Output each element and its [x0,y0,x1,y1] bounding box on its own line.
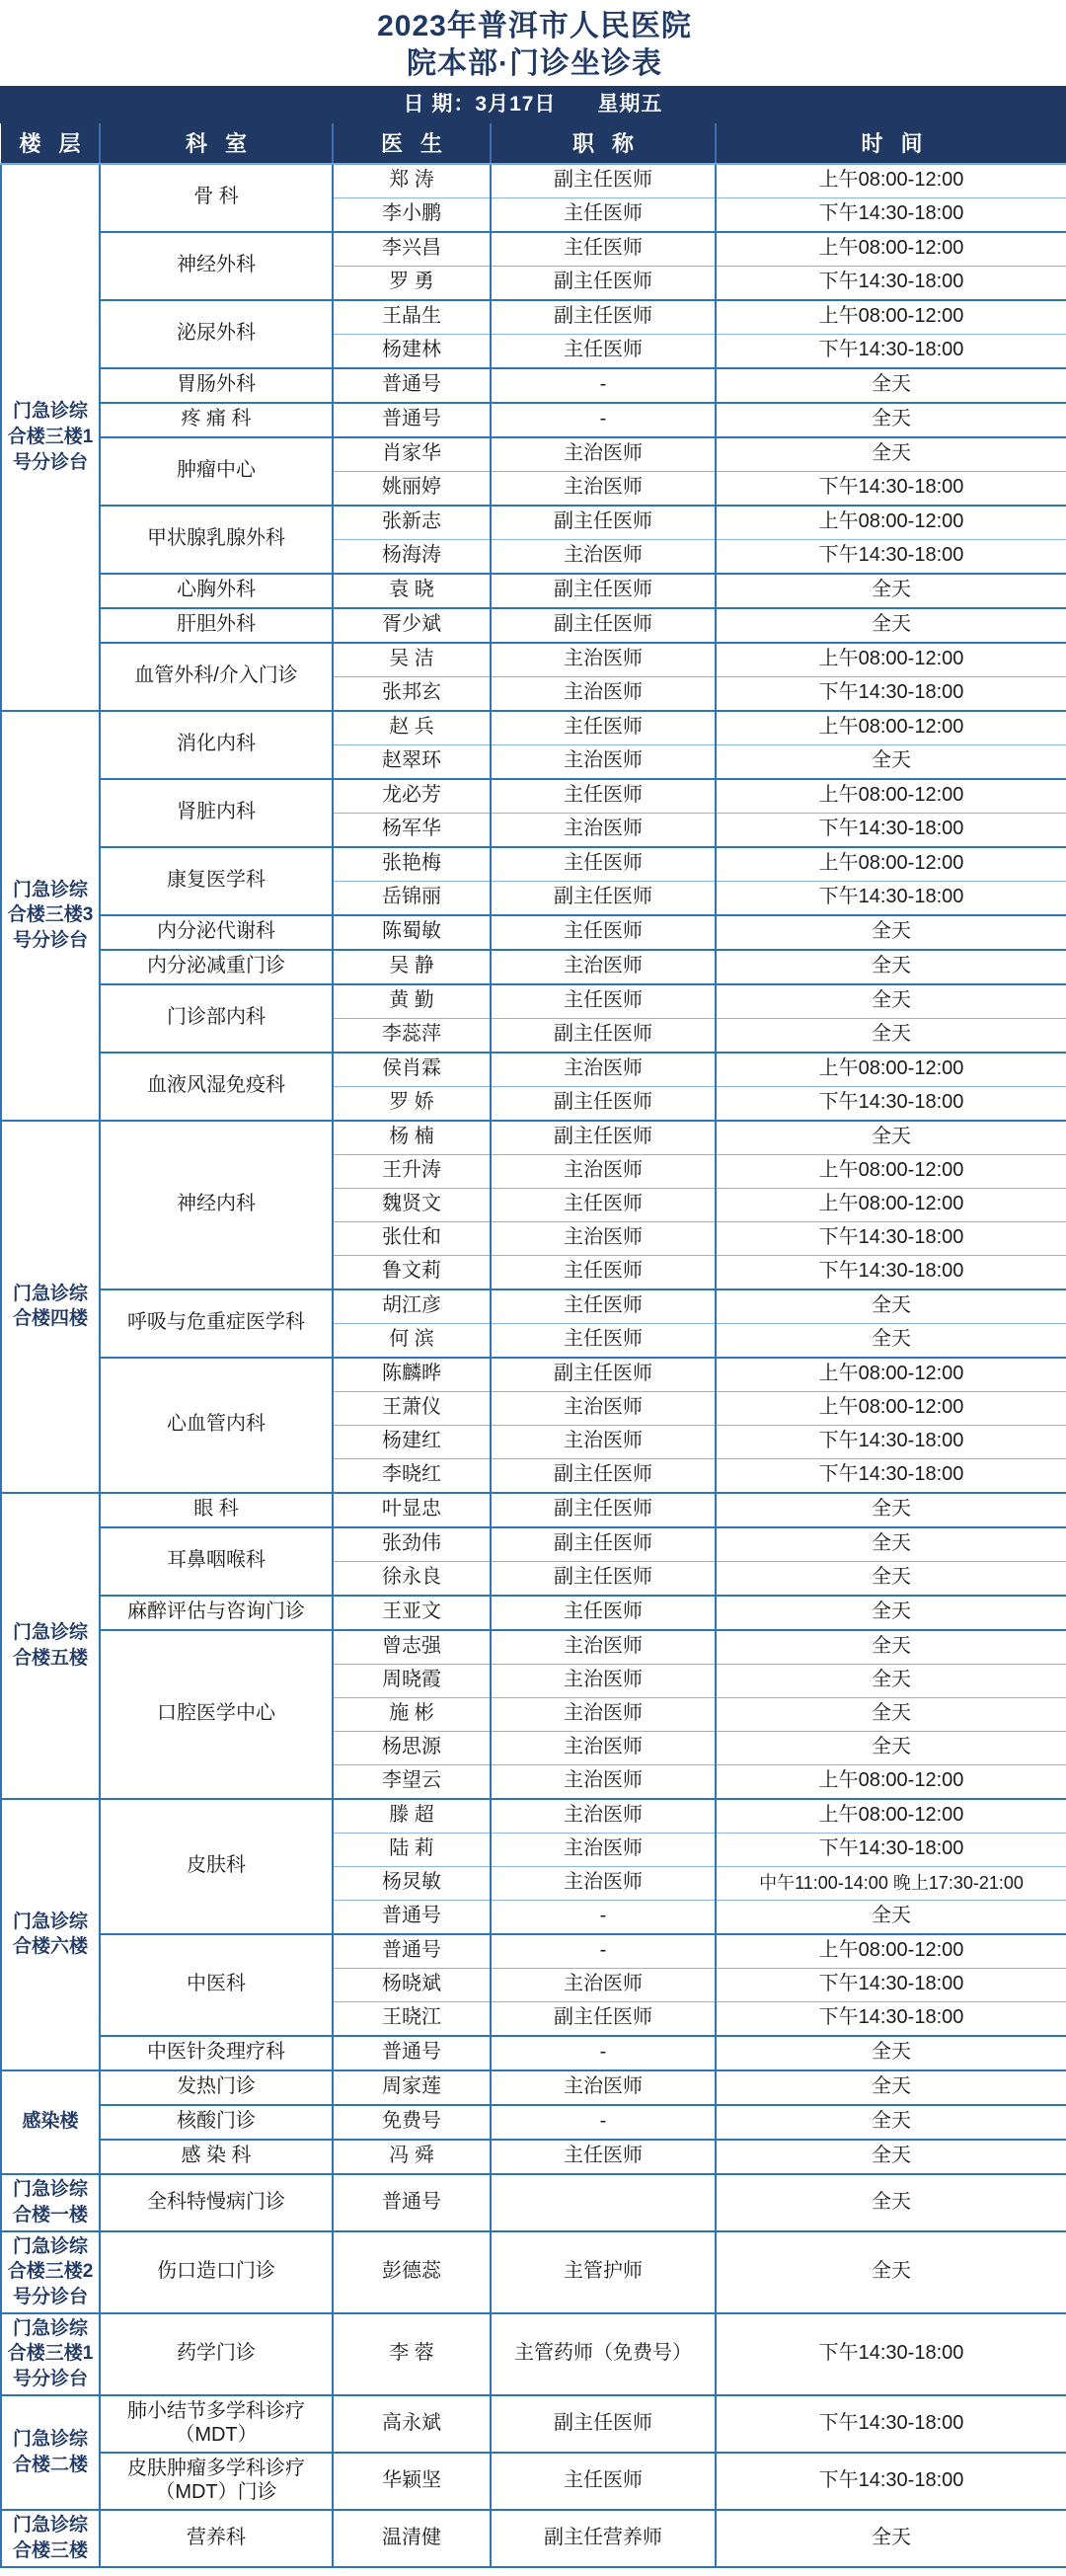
schedule-time-cell: 下午14:30-18:00 [716,334,1066,368]
schedule-time-cell: 全天 [716,1323,1066,1358]
floor-cell: 门急诊综合楼五楼 [1,1493,100,1799]
doctor-title-cell: 副主任医师 [491,300,716,335]
department-cell: 发热门诊 [100,2070,333,2105]
doctor-title-cell: 主任医师 [491,847,716,882]
doctor-name-cell: 彭德蕊 [333,2231,491,2313]
doctor-title-cell: 主任医师 [491,1323,716,1358]
schedule-time-cell: 全天 [716,984,1066,1019]
schedule-time-cell: 下午14:30-18:00 [716,1221,1066,1255]
doctor-name-cell: 杨思源 [333,1731,491,1764]
doctor-name-cell: 李蕊萍 [333,1018,491,1053]
doctor-title-cell: - [491,403,716,437]
department-cell: 肾脏内科 [100,779,333,847]
doctor-name-cell: 鲁文莉 [333,1255,491,1289]
table-row [1,2231,1066,2313]
doctor-title-cell: 主任医师 [491,1255,716,1289]
doctor-name-cell: 张仕和 [333,1221,491,1255]
doctor-name-cell: 袁 晓 [333,574,491,608]
schedule-time-cell: 全天 [716,1493,1066,1527]
table-row [1,2174,1066,2231]
doctor-name-cell: 冯 舜 [333,2140,491,2174]
floor-cell: 门急诊综合楼六楼 [1,1799,100,2070]
table-header [1,123,1066,164]
schedule-time-cell: 全天 [716,2174,1066,2231]
doctor-title-cell: 主治医师 [491,676,716,711]
schedule-time-cell: 全天 [716,608,1066,643]
doctor-title-cell: 主任医师 [491,984,716,1019]
doctor-title-cell: 主治医师 [491,2070,716,2105]
table-row [1,1630,1066,1665]
doctor-title-cell: 主任医师 [491,197,716,232]
column-header-title: 职 称 [491,123,716,164]
doctor-name-cell: 杨晓斌 [333,1968,491,2001]
doctor-name-cell: 王晓江 [333,2001,491,2036]
schedule-time-cell: 下午14:30-18:00 [716,197,1066,232]
doctor-name-cell: 杨海涛 [333,539,491,574]
table-row [1,1358,1066,1392]
schedule-time-cell: 全天 [716,1731,1066,1764]
table-row [1,2395,1066,2453]
table-row [1,403,1066,437]
doctor-title-cell: 主治医师 [491,1764,716,1799]
doctor-title-cell: 主治医师 [491,1154,716,1188]
doctor-title-cell: 主治医师 [491,1866,716,1900]
schedule-time-cell: 上午08:00-12:00 [716,232,1066,267]
table-row [1,643,1066,677]
doctor-title-cell: 主任医师 [491,1188,716,1221]
schedule-time-cell: 全天 [716,574,1066,608]
schedule-time-cell: 上午08:00-12:00 [716,1358,1066,1392]
schedule-time-cell: 全天 [716,2036,1066,2070]
schedule-time-cell: 全天 [716,1121,1066,1155]
date-bar [0,86,1066,123]
doctor-name-cell: 赵 兵 [333,711,491,745]
schedule-time-cell: 下午14:30-18:00 [716,2001,1066,2036]
doctor-name-cell: 周家莲 [333,2070,491,2105]
doctor-name-cell: 王亚文 [333,1596,491,1630]
doctor-name-cell: 李 蓉 [333,2313,491,2395]
doctor-name-cell: 杨 楠 [333,1121,491,1155]
department-cell: 神经外科 [100,232,333,300]
doctor-title-cell: 主任医师 [491,779,716,814]
table-row [1,2036,1066,2070]
schedule-time-cell: 全天 [716,2231,1066,2313]
column-header-time: 时 间 [716,123,1066,164]
department-cell: 眼 科 [100,1493,333,1527]
schedule-time-cell: 全天 [716,1527,1066,1562]
doctor-title-cell: 主任医师 [491,2453,716,2510]
doctor-name-cell: 张邦玄 [333,676,491,711]
table-row [1,950,1066,984]
column-header-doctor: 医 生 [333,123,491,164]
table-row [1,164,1066,198]
doctor-name-cell: 李小鹏 [333,197,491,232]
doctor-name-cell: 高永斌 [333,2395,491,2453]
doctor-title-cell: 主管药师（免费号） [491,2313,716,2395]
schedule-time-cell: 上午08:00-12:00 [716,300,1066,335]
schedule-time-cell: 全天 [716,2510,1066,2567]
doctor-title-cell: - [491,2105,716,2140]
schedule-time-cell: 中午11:00-14:00 晚上17:30-21:00 [716,1866,1066,1900]
table-row [1,2510,1066,2567]
doctor-name-cell: 王升涛 [333,1154,491,1188]
doctor-title-cell: 主治医师 [491,1053,716,1087]
weekday-value: 星期五 [597,92,663,116]
doctor-name-cell: 肖家华 [333,437,491,472]
department-cell: 麻醉评估与咨询门诊 [100,1596,333,1630]
schedule-time-cell: 全天 [716,2140,1066,2174]
doctor-title-cell: 主治医师 [491,1833,716,1866]
doctor-title-cell: 主治医师 [491,1799,716,1834]
schedule-time-cell: 下午14:30-18:00 [716,1968,1066,2001]
schedule-time-cell: 全天 [716,1596,1066,1630]
department-cell: 中医针灸理疗科 [100,2036,333,2070]
table-row [1,1053,1066,1087]
schedule-time-cell: 上午08:00-12:00 [716,1154,1066,1188]
doctor-title-cell: 副主任医师 [491,574,716,608]
doctor-name-cell: 温清健 [333,2510,491,2567]
doctor-name-cell: 普通号 [333,2036,491,2070]
schedule-time-cell: 全天 [716,915,1066,950]
schedule-time-cell: 全天 [716,1664,1066,1697]
doctor-title-cell: 主治医师 [491,1630,716,1665]
doctor-title-cell: 主任医师 [491,711,716,745]
department-cell: 肿瘤中心 [100,437,333,506]
table-row [1,1596,1066,1630]
table-row [1,711,1066,745]
doctor-name-cell: 徐永良 [333,1561,491,1596]
schedule-time-cell: 上午08:00-12:00 [716,779,1066,814]
doctor-name-cell: 胥少斌 [333,608,491,643]
column-header-floor: 楼 层 [1,123,100,164]
table-body [1,164,1066,2567]
schedule-time-cell: 全天 [716,950,1066,984]
doctor-name-cell: 胡江彦 [333,1289,491,1324]
department-cell: 皮肤肿瘤多学科诊疗（MDT）门诊 [100,2453,333,2510]
doctor-title-cell: 副主任医师 [491,506,716,540]
department-cell: 心血管内科 [100,1358,333,1493]
floor-cell: 门急诊综合楼三楼2号分诊台 [1,2231,100,2313]
doctor-name-cell: 侯肖霖 [333,1053,491,1087]
doctor-name-cell: 杨炅敏 [333,1866,491,1900]
doctor-name-cell: 曾志强 [333,1630,491,1665]
schedule-time-cell: 全天 [716,2070,1066,2105]
table-row [1,2140,1066,2174]
department-cell: 伤口造口门诊 [100,2231,333,2313]
doctor-title-cell: 副主任医师 [491,608,716,643]
schedule-time-cell: 全天 [716,437,1066,472]
doctor-title-cell: 副主任营养师 [491,2510,716,2567]
schedule-time-cell: 下午14:30-18:00 [716,1086,1066,1121]
floor-cell: 门急诊综合楼四楼 [1,1121,100,1493]
schedule-time-cell: 全天 [716,1018,1066,1053]
schedule-time-cell: 全天 [716,368,1066,403]
doctor-title-cell: 主治医师 [491,1731,716,1764]
doctor-title-cell: 副主任医师 [491,2001,716,2036]
schedule-time-cell: 全天 [716,2105,1066,2140]
doctor-name-cell: 普通号 [333,403,491,437]
schedule-time-cell: 全天 [716,1561,1066,1596]
doctor-name-cell: 滕 超 [333,1799,491,1834]
schedule-time-cell: 上午08:00-12:00 [716,643,1066,677]
table-row [1,1934,1066,1969]
doctor-name-cell: 赵翠环 [333,744,491,779]
doctor-title-cell: 副主任医师 [491,1458,716,1493]
date-value: 3月17日 [475,92,557,116]
schedule-time-cell: 上午08:00-12:00 [716,1053,1066,1087]
header-row [1,123,1066,164]
doctor-name-cell: 王萧仪 [333,1391,491,1425]
doctor-name-cell: 杨建红 [333,1425,491,1458]
doctor-name-cell: 普通号 [333,368,491,403]
doctor-title-cell: 主任医师 [491,334,716,368]
schedule-time-cell: 下午14:30-18:00 [716,266,1066,300]
doctor-title-cell: - [491,1934,716,1969]
schedule-time-cell: 全天 [716,403,1066,437]
doctor-name-cell: 陈麟晔 [333,1358,491,1392]
doctor-name-cell: 王晶生 [333,300,491,335]
department-cell: 血液风湿免疫科 [100,1053,333,1121]
table-row [1,608,1066,643]
doctor-name-cell: 郑 涛 [333,164,491,198]
doctor-title-cell: 副主任医师 [491,1121,716,1155]
schedule-time-cell: 下午14:30-18:00 [716,881,1066,915]
doctor-title-cell: 主治医师 [491,1697,716,1731]
doctor-title-cell: 副主任医师 [491,1086,716,1121]
doctor-title-cell: 主任医师 [491,2140,716,2174]
table-row [1,1527,1066,1562]
schedule-time-cell: 上午08:00-12:00 [716,164,1066,198]
department-cell: 骨 科 [100,164,333,232]
department-cell: 皮肤科 [100,1799,333,1934]
doctor-title-cell: - [491,2036,716,2070]
table-row [1,2070,1066,2105]
doctor-name-cell: 陈蜀敏 [333,915,491,950]
schedule-time-cell: 全天 [716,1697,1066,1731]
doctor-title-cell: 副主任医师 [491,1358,716,1392]
department-cell: 神经内科 [100,1121,333,1289]
department-cell: 肝胆外科 [100,608,333,643]
floor-cell: 门急诊综合楼三楼1号分诊台 [1,2313,100,2395]
doctor-title-cell: 主治医师 [491,950,716,984]
floor-cell: 感染楼 [1,2070,100,2174]
table-row [1,574,1066,608]
table-row [1,2105,1066,2140]
schedule-time-cell: 全天 [716,1289,1066,1324]
doctor-title-cell: 主任医师 [491,232,716,267]
table-row [1,2453,1066,2510]
table-row [1,232,1066,267]
doctor-name-cell: 普通号 [333,1934,491,1969]
schedule-time-cell: 上午08:00-12:00 [716,1799,1066,1834]
table-row [1,506,1066,540]
department-cell: 呼吸与危重症医学科 [100,1289,333,1358]
table-row [1,1493,1066,1527]
doctor-title-cell: 主治医师 [491,539,716,574]
floor-cell: 门急诊综合楼一楼 [1,2174,100,2231]
schedule-time-cell: 上午08:00-12:00 [716,711,1066,745]
schedule-time-cell: 下午14:30-18:00 [716,2395,1066,2453]
department-cell: 口腔医学中心 [100,1630,333,1799]
doctor-name-cell: 杨军华 [333,813,491,847]
department-cell: 肺小结节多学科诊疗（MDT） [100,2395,333,2453]
doctor-name-cell: 杨建林 [333,334,491,368]
table-row [1,779,1066,814]
department-cell: 耳鼻咽喉科 [100,1527,333,1596]
doctor-name-cell: 李晓红 [333,1458,491,1493]
doctor-name-cell: 普通号 [333,2174,491,2231]
doctor-title-cell: 副主任医师 [491,266,716,300]
doctor-title-cell: 主治医师 [491,813,716,847]
schedule-time-cell: 下午14:30-18:00 [716,1255,1066,1289]
department-cell: 胃肠外科 [100,368,333,403]
schedule-time-cell: 下午14:30-18:00 [716,676,1066,711]
doctor-title-cell: 主治医师 [491,1664,716,1697]
doctor-title-cell: - [491,368,716,403]
schedule-time-cell: 上午08:00-12:00 [716,506,1066,540]
doctor-name-cell: 黄 勤 [333,984,491,1019]
doctor-name-cell: 魏贤文 [333,1188,491,1221]
doctor-title-cell: 主治医师 [491,744,716,779]
schedule-time-cell: 上午08:00-12:00 [716,1934,1066,1969]
doctor-name-cell: 叶显忠 [333,1493,491,1527]
column-header-dept: 科 室 [100,123,333,164]
doctor-title-cell: 副主任医师 [491,1018,716,1053]
doctor-name-cell: 岳锦丽 [333,881,491,915]
doctor-name-cell: 李兴昌 [333,232,491,267]
doctor-title-cell: 副主任医师 [491,881,716,915]
doctor-name-cell: 吴 静 [333,950,491,984]
doctor-name-cell: 李望云 [333,1764,491,1799]
doctor-title-cell: 副主任医师 [491,164,716,198]
schedule-time-cell: 下午14:30-18:00 [716,1458,1066,1493]
doctor-title-cell: 主任医师 [491,1289,716,1324]
doctor-title-cell: 主任医师 [491,1596,716,1630]
doctor-name-cell: 张艳梅 [333,847,491,882]
table-row [1,847,1066,882]
schedule-time-cell: 上午08:00-12:00 [716,1764,1066,1799]
doctor-title-cell: 副主任医师 [491,2395,716,2453]
department-cell: 营养科 [100,2510,333,2567]
department-cell: 康复医学科 [100,847,333,915]
doctor-title-cell: - [491,1900,716,1934]
schedule-time-cell: 下午14:30-18:00 [716,813,1066,847]
department-cell: 内分泌减重门诊 [100,950,333,984]
doctor-title-cell: 副主任医师 [491,1493,716,1527]
department-cell: 甲状腺乳腺外科 [100,506,333,574]
schedule-time-cell: 全天 [716,744,1066,779]
schedule-time-cell: 上午08:00-12:00 [716,1391,1066,1425]
floor-cell: 门急诊综合楼二楼 [1,2395,100,2510]
doctor-title-cell: 主治医师 [491,1425,716,1458]
table-row [1,437,1066,472]
doctor-title-cell: 主治医师 [491,471,716,506]
doctor-name-cell: 姚丽婷 [333,471,491,506]
department-cell: 感 染 科 [100,2140,333,2174]
schedule-time-cell: 全天 [716,1900,1066,1934]
table-row [1,915,1066,950]
table-row [1,1121,1066,1155]
department-cell: 血管外科/介入门诊 [100,643,333,711]
schedule-time-cell: 下午14:30-18:00 [716,2453,1066,2510]
page-title-line2: 院本部·门诊坐诊表 [407,47,662,81]
table-row [1,2313,1066,2395]
schedule-time-cell: 上午08:00-12:00 [716,847,1066,882]
title-block [0,0,1066,86]
department-cell: 药学门诊 [100,2313,333,2395]
department-cell: 心胸外科 [100,574,333,608]
doctor-title-cell: 副主任医师 [491,1527,716,1562]
doctor-title-cell: 主管护师 [491,2231,716,2313]
doctor-name-cell: 龙必芳 [333,779,491,814]
department-cell: 中医科 [100,1934,333,2036]
department-cell: 疼 痛 科 [100,403,333,437]
doctor-name-cell: 何 滨 [333,1323,491,1358]
schedule-time-cell: 全天 [716,1630,1066,1665]
doctor-name-cell: 施 彬 [333,1697,491,1731]
department-cell: 门诊部内科 [100,984,333,1053]
doctor-title-cell: 主治医师 [491,643,716,677]
doctor-name-cell: 罗 勇 [333,266,491,300]
schedule-time-cell: 下午14:30-18:00 [716,1425,1066,1458]
doctor-name-cell: 陆 莉 [333,1833,491,1866]
table-row [1,368,1066,403]
floor-cell: 门急诊综合楼三楼3号分诊台 [1,711,100,1121]
doctor-name-cell: 周晓霞 [333,1664,491,1697]
schedule-time-cell: 下午14:30-18:00 [716,471,1066,506]
schedule-time-cell: 上午08:00-12:00 [716,1188,1066,1221]
doctor-title-cell: 主治医师 [491,1968,716,2001]
table-row [1,300,1066,335]
doctor-name-cell: 华颖坚 [333,2453,491,2510]
doctor-name-cell: 吴 洁 [333,643,491,677]
schedule-time-cell: 下午14:30-18:00 [716,1833,1066,1866]
department-cell: 核酸门诊 [100,2105,333,2140]
doctor-title-cell: 主治医师 [491,1221,716,1255]
schedule-time-cell: 下午14:30-18:00 [716,539,1066,574]
department-cell: 内分泌代谢科 [100,915,333,950]
table-row [1,1289,1066,1324]
table-row [1,1799,1066,1834]
doctor-name-cell: 普通号 [333,1900,491,1934]
department-cell: 消化内科 [100,711,333,779]
doctor-name-cell: 张劲伟 [333,1527,491,1562]
doctor-name-cell: 罗 娇 [333,1086,491,1121]
doctor-title-cell: 副主任医师 [491,1561,716,1596]
doctor-name-cell: 免费号 [333,2105,491,2140]
floor-cell: 门急诊综合楼三楼1号分诊台 [1,164,100,711]
doctor-title-cell [491,2174,716,2231]
floor-cell: 门急诊综合楼三楼 [1,2510,100,2567]
doctor-title-cell: 主治医师 [491,437,716,472]
page-title-line1: 2023年普洱市人民医院 [377,10,692,42]
doctor-title-cell: 主任医师 [491,915,716,950]
date-label: 日 期： [403,92,476,116]
schedule-table [0,123,1066,2568]
schedule-time-cell: 下午14:30-18:00 [716,2313,1066,2395]
department-cell: 泌尿外科 [100,300,333,368]
doctor-title-cell: 主治医师 [491,1391,716,1425]
table-row [1,984,1066,1019]
doctor-name-cell: 张新志 [333,506,491,540]
department-cell: 全科特慢病门诊 [100,2174,333,2231]
